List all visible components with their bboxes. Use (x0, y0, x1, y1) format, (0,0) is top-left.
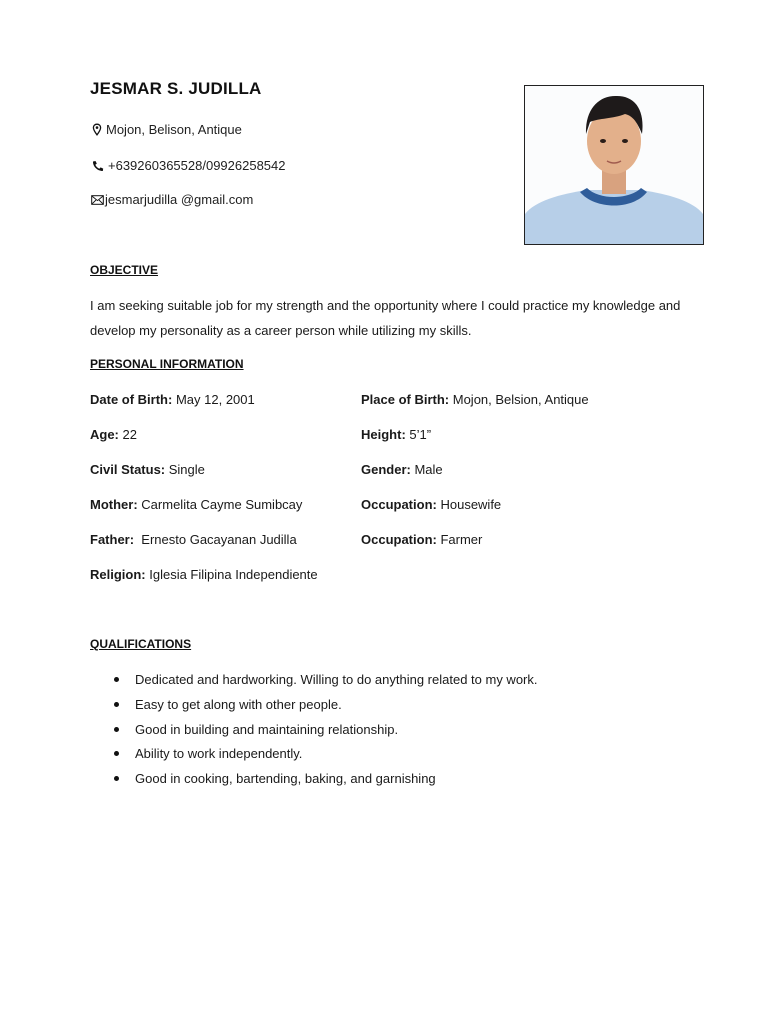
field-place-of-birth (361, 392, 589, 407)
location-pin-icon (91, 123, 103, 136)
field-father-occupation (361, 532, 482, 547)
list-item: Dedicated and hardworking. Willing to do anything related to my work. (112, 670, 538, 695)
field-value: Iglesia Filipina Independiente (149, 567, 318, 582)
field-value: Housewife (440, 497, 502, 512)
field-value: Single (168, 462, 205, 477)
address-text: Mojon, Belison, Antique (106, 122, 242, 137)
field-value: Carmelita Cayme Sumibcay (141, 497, 303, 512)
field-height (361, 427, 431, 442)
field-label: Occupation: (361, 497, 437, 512)
list-item: Good in building and maintaining relationship. (112, 720, 538, 745)
field-mother-occupation (361, 497, 501, 512)
envelope-icon (91, 195, 104, 205)
field-civil-status (90, 462, 205, 477)
field-label: Occupation: (361, 532, 437, 547)
field-label: Mother: (90, 497, 138, 512)
field-value: 22 (122, 427, 137, 442)
list-item: Easy to get along with other people. (112, 695, 538, 720)
field-label: Father: (90, 532, 135, 547)
field-value: Ernesto Gacayanan Judilla (137, 532, 297, 547)
field-date-of-birth (90, 392, 255, 407)
profile-photo (524, 85, 704, 245)
qualifications-list (112, 670, 538, 794)
field-value: Male (414, 462, 443, 477)
email-line (91, 192, 253, 207)
address-line (91, 122, 242, 137)
phone-icon (91, 160, 105, 172)
objective-text: I am seeking suitable job for my strength and the opportunity where I could practice my knowledge and develop my personality as a career person while utilizing my skills. (90, 298, 681, 338)
field-label: Date of Birth: (90, 392, 173, 407)
field-value: 5’1” (409, 427, 432, 442)
personal-info-heading: PERSONAL INFORMATION (90, 357, 244, 371)
applicant-name: JESMAR S. JUDILLA (90, 79, 262, 98)
phone-text: +639260365528/09926258542 (108, 158, 286, 173)
qualifications-heading: QUALIFICATIONS (90, 637, 192, 651)
field-value: Mojon, Belsion, Antique (452, 392, 589, 407)
field-father (90, 532, 297, 547)
field-label: Place of Birth: (361, 392, 450, 407)
list-item: Good in cooking, bartending, baking, and garnishing (112, 769, 538, 794)
field-religion (90, 567, 318, 582)
field-label: Gender: (361, 462, 411, 477)
field-value: Farmer (440, 532, 483, 547)
objective-heading: OBJECTIVE (90, 263, 159, 277)
email-text: jesmarjudilla @gmail.com (105, 192, 254, 207)
list-item: Ability to work independently. (112, 744, 538, 769)
phone-line (91, 158, 286, 173)
field-label: Height: (361, 427, 406, 442)
field-gender (361, 462, 443, 477)
field-age (90, 427, 137, 442)
field-label: Civil Status: (90, 462, 166, 477)
field-label: Religion: (90, 567, 146, 582)
field-mother (90, 497, 302, 512)
field-value: May 12, 2001 (175, 392, 255, 407)
field-label: Age: (90, 427, 119, 442)
